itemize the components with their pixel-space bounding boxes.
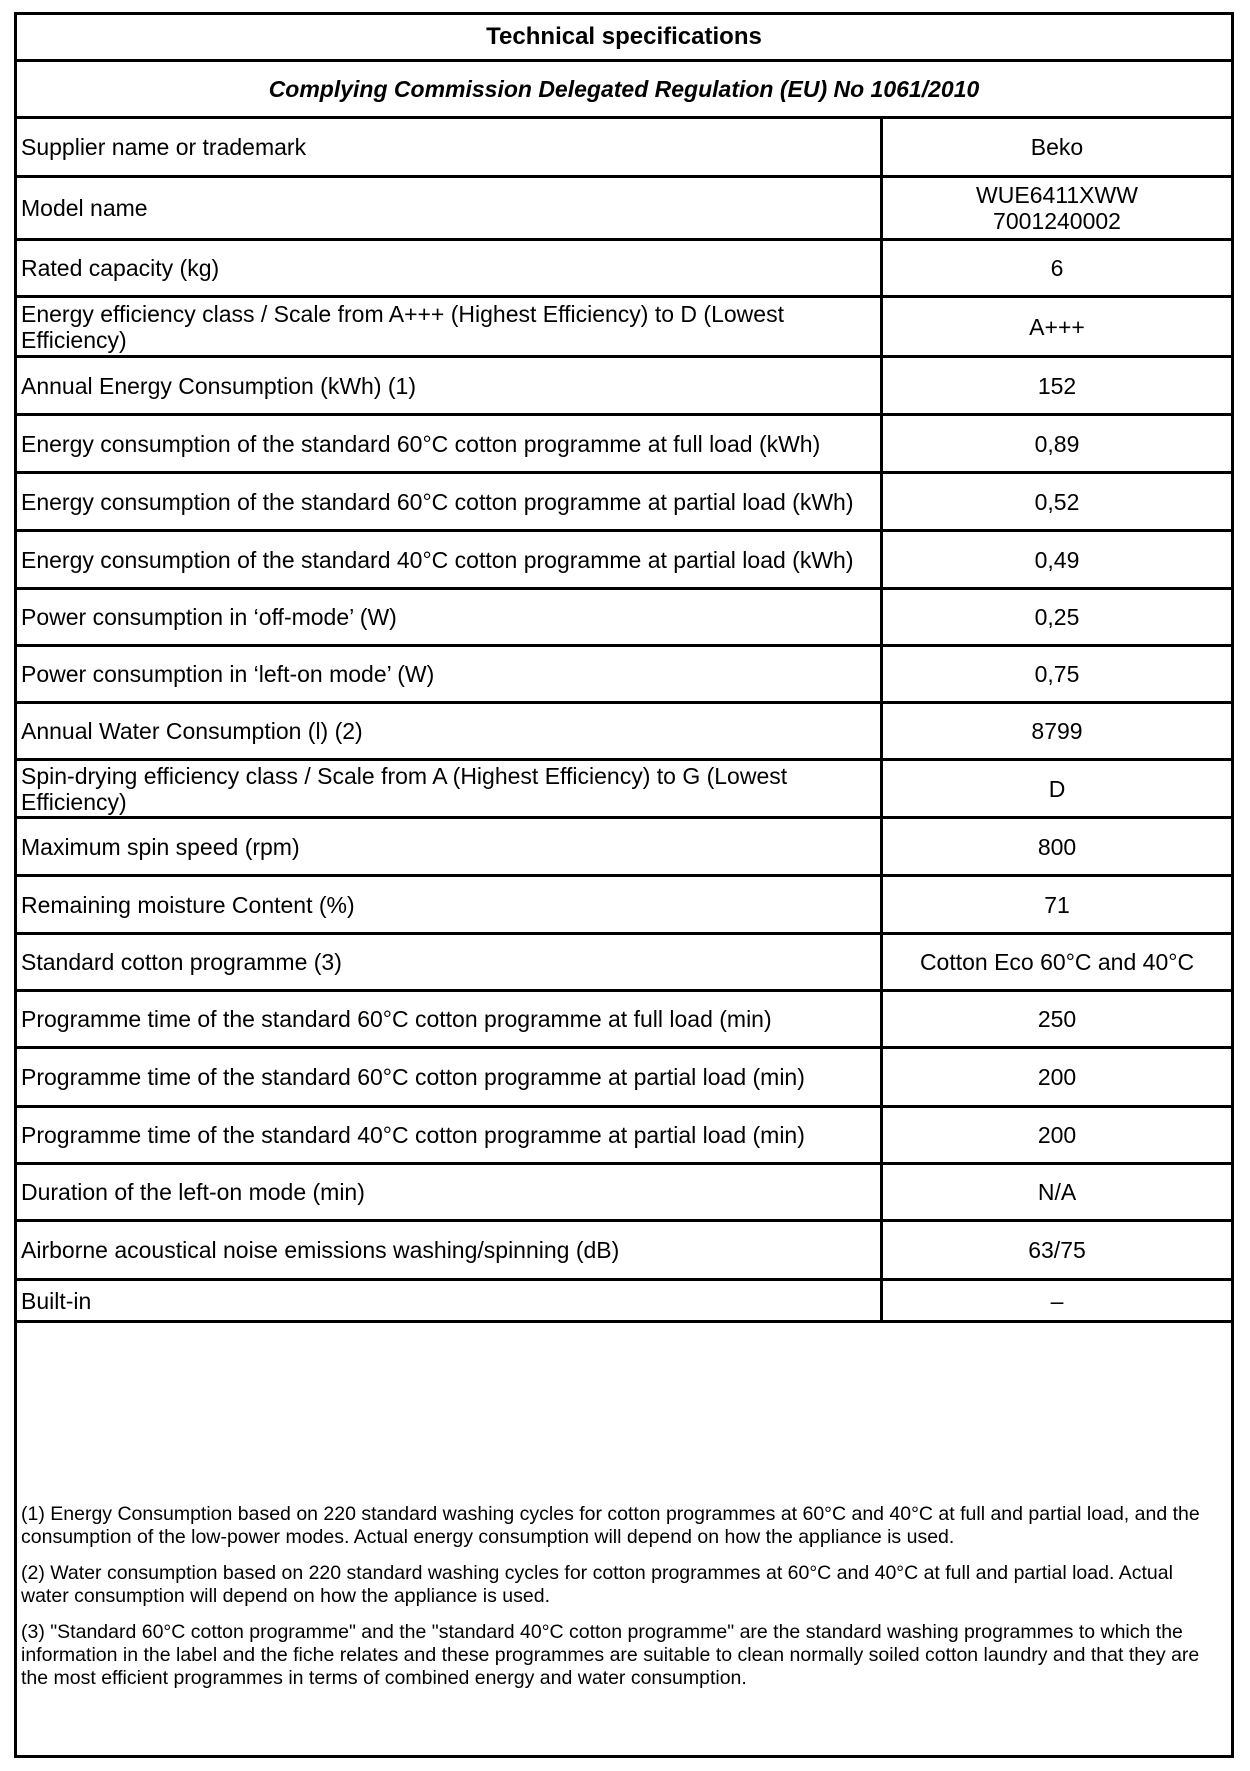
- spec-label: Built-in: [17, 1281, 883, 1320]
- spec-value: Beko: [1030, 134, 1084, 160]
- spec-label: Duration of the left-on mode (min): [17, 1165, 883, 1219]
- table-row: [17, 992, 1231, 1049]
- table-row: [17, 761, 1231, 819]
- table-row: [17, 358, 1231, 416]
- spec-label: Standard cotton programme (3): [17, 935, 883, 989]
- spec-value: Cotton Eco 60°C and 40°C: [919, 949, 1195, 975]
- spec-value: 8799: [1031, 718, 1083, 744]
- spec-value: 63/75: [1028, 1237, 1086, 1263]
- spec-label: Model name: [17, 178, 883, 238]
- spec-label: Energy consumption of the standard 40°C cotton programme at partial load (kWh): [17, 532, 883, 587]
- spec-label: Maximum spin speed (rpm): [17, 819, 883, 874]
- spec-label: Spin-drying efficiency class / Scale from A (Highest Efficiency) to G (Lowest Efficiency): [17, 761, 883, 816]
- table-row: [17, 119, 1231, 178]
- footnote: (1) Energy Consumption based on 220 standard washing cycles for cotton programmes at 60°C and 40°C at full and partial load, and the consumption of the low-power modes. Actual energy consumption will depend on how the appliance is used.: [21, 1503, 1200, 1548]
- table-row: [17, 1281, 1231, 1323]
- table-row: [17, 704, 1231, 761]
- spec-value: 152: [1037, 372, 1077, 399]
- footnote: (2) Water consumption based on 220 standard washing cycles for cotton programmes at 60°C and 40°C at full and partial load. Actual water consumption will depend on how the appliance is used.: [21, 1562, 1173, 1607]
- document-subtitle: Complying Commission Delegated Regulation (EU) No 1061/2010: [17, 62, 1231, 119]
- spec-value: D: [1048, 775, 1066, 802]
- spec-value: A+++: [1029, 313, 1085, 340]
- spec-value: 0,89: [1034, 430, 1080, 457]
- spec-label: Power consumption in ‘off-mode’ (W): [17, 590, 883, 644]
- footnotes: [17, 1489, 1231, 1703]
- spec-label: Power consumption in ‘left-on mode’ (W): [17, 647, 883, 701]
- table-row: [17, 1108, 1231, 1165]
- table-row: [17, 877, 1231, 935]
- spec-label: Programme time of the standard 40°C cotton programme at partial load (min): [17, 1108, 883, 1162]
- table-row: [17, 1165, 1231, 1222]
- footnote: (3) "Standard 60°C cotton programme" and the "standard 40°C cotton programme" are the standard washing programmes to which the information in the label and the fiche relates and these programmes are suitable to clean normally soiled cotton laundry and that they are the most efficient programmes in terms of combined energy and water consumption.: [21, 1621, 1200, 1689]
- spec-value: 200: [1037, 1064, 1077, 1090]
- table-row: [17, 590, 1231, 647]
- spec-label: Annual Energy Consumption (kWh) (1): [17, 358, 883, 413]
- spec-value: 250: [1037, 1006, 1077, 1032]
- spec-label: Annual Water Consumption (l) (2): [17, 704, 883, 758]
- spec-value: 200: [1037, 1122, 1077, 1148]
- spec-label: Airborne acoustical noise emissions washing/spinning (dB): [17, 1222, 883, 1278]
- spec-sheet: [14, 12, 1234, 1758]
- table-row: [17, 241, 1231, 298]
- table-row: [17, 819, 1231, 877]
- spec-value: 0,52: [1034, 488, 1080, 515]
- table-row: [17, 1222, 1231, 1281]
- spec-label: Energy consumption of the standard 60°C cotton programme at partial load (kWh): [17, 474, 883, 529]
- table-row: [17, 935, 1231, 992]
- spec-value: N/A: [1037, 1179, 1077, 1205]
- spec-value: 71: [1044, 891, 1070, 918]
- spec-label: Programme time of the standard 60°C cotton programme at full load (min): [17, 992, 883, 1046]
- table-row: [17, 298, 1231, 358]
- spec-label: Energy efficiency class / Scale from A+++ (Highest Efficiency) to D (Lowest Efficiency): [17, 298, 883, 355]
- spec-value: 0,75: [1034, 661, 1080, 687]
- spec-table: [17, 119, 1231, 1323]
- spec-value: 800: [1037, 833, 1077, 860]
- table-row: [17, 474, 1231, 532]
- table-row: [17, 647, 1231, 704]
- spec-value: –: [1050, 1287, 1064, 1314]
- document-title: Technical specifications: [17, 15, 1231, 62]
- table-row: [17, 416, 1231, 474]
- spec-value: 0,49: [1034, 546, 1080, 573]
- spec-label: Remaining moisture Content (%): [17, 877, 883, 932]
- spec-value: WUE6411XWW 7001240002: [976, 182, 1138, 234]
- spec-label: Programme time of the standard 60°C cotton programme at partial load (min): [17, 1049, 883, 1105]
- spec-value: 0,25: [1034, 604, 1080, 630]
- spec-value: 6: [1050, 255, 1064, 281]
- table-row: [17, 1049, 1231, 1108]
- spec-label: Energy consumption of the standard 60°C cotton programme at full load (kWh): [17, 416, 883, 471]
- table-row: [17, 532, 1231, 590]
- spec-label: Supplier name or trademark: [17, 119, 883, 175]
- table-row: [17, 178, 1231, 241]
- spec-label: Rated capacity (kg): [17, 241, 883, 295]
